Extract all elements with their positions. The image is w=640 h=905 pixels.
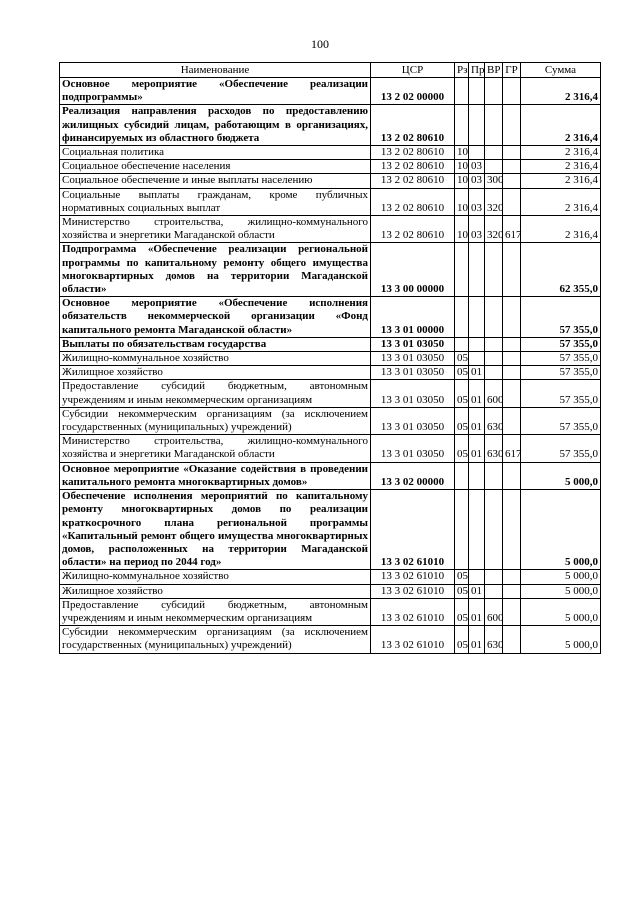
row-name: Основное мероприятие «Обеспечение реализации подпрограммы» xyxy=(60,78,371,105)
row-pr: 01 xyxy=(469,626,485,653)
table-row xyxy=(60,337,601,351)
row-rz: 10 xyxy=(455,188,469,215)
row-csr: 13 3 02 00000 xyxy=(371,462,455,489)
row-vr: 600 xyxy=(485,598,503,625)
row-vr xyxy=(485,490,503,570)
row-sum: 5 000,0 xyxy=(521,584,601,598)
row-sum: 57 355,0 xyxy=(521,352,601,366)
header-rz: Рз xyxy=(455,63,469,78)
table-row xyxy=(60,435,601,462)
header-csr: ЦСР xyxy=(371,63,455,78)
table-row xyxy=(60,188,601,215)
row-pr xyxy=(469,146,485,160)
row-rz: 05 xyxy=(455,380,469,407)
row-vr xyxy=(485,366,503,380)
row-gr xyxy=(503,105,521,146)
row-gr xyxy=(503,146,521,160)
row-pr xyxy=(469,297,485,338)
budget-table xyxy=(59,62,601,654)
row-csr: 13 3 01 03050 xyxy=(371,366,455,380)
row-gr xyxy=(503,174,521,188)
row-sum: 57 355,0 xyxy=(521,366,601,380)
row-vr: 320 xyxy=(485,188,503,215)
table-row xyxy=(60,146,601,160)
row-name: Подпрограмма «Обеспечение реализации региональной программы по капитальному ремонту общего имущества многоквартирных домов на территории Магаданской области» xyxy=(60,243,371,297)
row-vr xyxy=(485,352,503,366)
row-gr xyxy=(503,462,521,489)
row-name: Основное мероприятие «Оказание содействия в проведении капитального ремонта многоквартирных домов» xyxy=(60,462,371,489)
row-rz: 10 xyxy=(455,160,469,174)
row-csr: 13 3 02 61010 xyxy=(371,490,455,570)
row-vr: 630 xyxy=(485,407,503,434)
row-sum: 5 000,0 xyxy=(521,598,601,625)
row-csr: 13 3 02 61010 xyxy=(371,570,455,584)
row-name: Социальная политика xyxy=(60,146,371,160)
row-pr xyxy=(469,570,485,584)
row-name: Жилищно-коммунальное хозяйство xyxy=(60,352,371,366)
row-rz xyxy=(455,462,469,489)
table-row xyxy=(60,380,601,407)
table-row xyxy=(60,490,601,570)
row-rz: 10 xyxy=(455,146,469,160)
row-vr xyxy=(485,105,503,146)
row-gr xyxy=(503,337,521,351)
table-row xyxy=(60,570,601,584)
row-csr: 13 2 02 80610 xyxy=(371,216,455,243)
row-csr: 13 3 02 61010 xyxy=(371,598,455,625)
row-csr: 13 3 01 03050 xyxy=(371,407,455,434)
table-row xyxy=(60,174,601,188)
row-name: Министерство строительства, жилищно-коммунального хозяйства и энергетики Магаданской области xyxy=(60,435,371,462)
row-name: Субсидии некоммерческим организациям (за исключением государственных (муниципальных) учреждений) xyxy=(60,407,371,434)
table-row xyxy=(60,352,601,366)
row-name: Обеспечение исполнения мероприятий по капитальному ремонту многоквартирных домов по реализации краткосрочного плана региональной программы «Капитальный ремонт общего имущества многоквартирных домов, расположенных на территории Магаданской области» на период по 2044 год» xyxy=(60,490,371,570)
row-pr xyxy=(469,337,485,351)
table-row xyxy=(60,598,601,625)
row-csr: 13 3 02 61010 xyxy=(371,626,455,653)
row-pr: 01 xyxy=(469,407,485,434)
row-name: Социальные выплаты гражданам, кроме публичных нормативных социальных выплат xyxy=(60,188,371,215)
row-gr xyxy=(503,570,521,584)
row-gr xyxy=(503,188,521,215)
row-csr: 13 3 01 00000 xyxy=(371,297,455,338)
row-sum: 62 355,0 xyxy=(521,243,601,297)
table-row xyxy=(60,105,601,146)
row-name: Основное мероприятие «Обеспечение исполнения обязательств некоммерческой организации «Фонд капитального ремонта Магаданской области» xyxy=(60,297,371,338)
row-csr: 13 3 01 03050 xyxy=(371,435,455,462)
row-sum: 2 316,4 xyxy=(521,160,601,174)
row-rz: 05 xyxy=(455,626,469,653)
row-sum: 57 355,0 xyxy=(521,337,601,351)
row-vr: 630 xyxy=(485,435,503,462)
row-vr: 300 xyxy=(485,174,503,188)
row-csr: 13 2 02 80610 xyxy=(371,146,455,160)
row-sum: 5 000,0 xyxy=(521,626,601,653)
row-gr xyxy=(503,160,521,174)
row-csr: 13 2 02 80610 xyxy=(371,160,455,174)
row-vr: 630 xyxy=(485,626,503,653)
table-row xyxy=(60,216,601,243)
row-sum: 2 316,4 xyxy=(521,78,601,105)
row-name: Жилищное хозяйство xyxy=(60,366,371,380)
row-name: Субсидии некоммерческим организациям (за исключением государственных (муниципальных) учреждений) xyxy=(60,626,371,653)
row-sum: 57 355,0 xyxy=(521,435,601,462)
row-csr: 13 2 02 80610 xyxy=(371,188,455,215)
row-name: Предоставление субсидий бюджетным, автономным учреждениям и иным некоммерческим организациям xyxy=(60,598,371,625)
table-row xyxy=(60,160,601,174)
row-pr: 01 xyxy=(469,366,485,380)
row-pr: 03 xyxy=(469,174,485,188)
row-name: Министерство строительства, жилищно-коммунального хозяйства и энергетики Магаданской области xyxy=(60,216,371,243)
row-sum: 2 316,4 xyxy=(521,188,601,215)
row-csr: 13 3 01 03050 xyxy=(371,337,455,351)
row-pr: 01 xyxy=(469,380,485,407)
row-rz: 05 xyxy=(455,584,469,598)
row-name: Жилищно-коммунальное хозяйство xyxy=(60,570,371,584)
row-gr xyxy=(503,584,521,598)
row-rz: 05 xyxy=(455,366,469,380)
row-vr xyxy=(485,160,503,174)
row-gr xyxy=(503,243,521,297)
row-name: Реализация направления расходов по предоставлению жилищных субсидий лицам, работающим в организациях, финансируемых из областного бюджета xyxy=(60,105,371,146)
row-csr: 13 2 02 80610 xyxy=(371,174,455,188)
row-sum: 2 316,4 xyxy=(521,105,601,146)
row-rz xyxy=(455,105,469,146)
row-pr: 01 xyxy=(469,584,485,598)
row-vr xyxy=(485,146,503,160)
row-pr xyxy=(469,78,485,105)
row-pr: 03 xyxy=(469,188,485,215)
row-csr: 13 3 01 03050 xyxy=(371,380,455,407)
row-name: Социальное обеспечение и иные выплаты населению xyxy=(60,174,371,188)
table-row xyxy=(60,462,601,489)
row-rz: 05 xyxy=(455,352,469,366)
row-gr xyxy=(503,380,521,407)
header-name: Наименование xyxy=(60,63,371,78)
row-csr: 13 3 00 00000 xyxy=(371,243,455,297)
row-rz xyxy=(455,337,469,351)
row-vr xyxy=(485,243,503,297)
row-rz: 05 xyxy=(455,598,469,625)
row-gr xyxy=(503,297,521,338)
row-gr xyxy=(503,78,521,105)
row-pr xyxy=(469,462,485,489)
row-rz xyxy=(455,243,469,297)
row-vr xyxy=(485,570,503,584)
row-vr xyxy=(485,297,503,338)
row-sum: 2 316,4 xyxy=(521,174,601,188)
row-vr xyxy=(485,584,503,598)
row-name: Предоставление субсидий бюджетным, автономным учреждениям и иным некоммерческим организациям xyxy=(60,380,371,407)
table-row xyxy=(60,626,601,653)
row-pr xyxy=(469,105,485,146)
row-csr: 13 2 02 80610 xyxy=(371,105,455,146)
table-body xyxy=(60,78,601,654)
row-rz: 05 xyxy=(455,435,469,462)
row-pr xyxy=(469,490,485,570)
row-sum: 2 316,4 xyxy=(521,216,601,243)
row-vr xyxy=(485,78,503,105)
row-pr: 01 xyxy=(469,435,485,462)
row-name: Выплаты по обязательствам государства xyxy=(60,337,371,351)
row-rz xyxy=(455,297,469,338)
row-sum: 5 000,0 xyxy=(521,490,601,570)
header-row xyxy=(60,63,601,78)
header-sum: Сумма xyxy=(521,63,601,78)
row-gr xyxy=(503,490,521,570)
row-pr: 03 xyxy=(469,216,485,243)
row-rz xyxy=(455,490,469,570)
row-gr: 617 xyxy=(503,216,521,243)
header-gr: ГР xyxy=(503,63,521,78)
row-name: Жилищное хозяйство xyxy=(60,584,371,598)
row-gr xyxy=(503,366,521,380)
row-rz: 05 xyxy=(455,570,469,584)
row-sum: 5 000,0 xyxy=(521,462,601,489)
row-rz: 05 xyxy=(455,407,469,434)
table-row xyxy=(60,584,601,598)
table-row xyxy=(60,78,601,105)
row-rz: 10 xyxy=(455,174,469,188)
row-gr xyxy=(503,626,521,653)
header-pr: Пр xyxy=(469,63,485,78)
row-rz: 10 xyxy=(455,216,469,243)
header-vr: ВР xyxy=(485,63,503,78)
row-rz xyxy=(455,78,469,105)
row-sum: 5 000,0 xyxy=(521,570,601,584)
row-sum: 57 355,0 xyxy=(521,407,601,434)
row-csr: 13 3 01 03050 xyxy=(371,352,455,366)
row-pr: 03 xyxy=(469,160,485,174)
row-vr xyxy=(485,337,503,351)
row-gr xyxy=(503,352,521,366)
row-gr xyxy=(503,407,521,434)
row-vr xyxy=(485,462,503,489)
row-gr: 617 xyxy=(503,435,521,462)
row-pr: 01 xyxy=(469,598,485,625)
row-sum: 57 355,0 xyxy=(521,380,601,407)
row-pr xyxy=(469,352,485,366)
row-name: Социальное обеспечение населения xyxy=(60,160,371,174)
table-row xyxy=(60,366,601,380)
row-sum: 57 355,0 xyxy=(521,297,601,338)
table-row xyxy=(60,297,601,338)
row-vr: 600 xyxy=(485,380,503,407)
page-number: 100 xyxy=(311,37,329,51)
row-vr: 320 xyxy=(485,216,503,243)
row-csr: 13 2 02 00000 xyxy=(371,78,455,105)
row-csr: 13 3 02 61010 xyxy=(371,584,455,598)
row-gr xyxy=(503,598,521,625)
row-pr xyxy=(469,243,485,297)
row-sum: 2 316,4 xyxy=(521,146,601,160)
table-row xyxy=(60,407,601,434)
table-row xyxy=(60,243,601,297)
